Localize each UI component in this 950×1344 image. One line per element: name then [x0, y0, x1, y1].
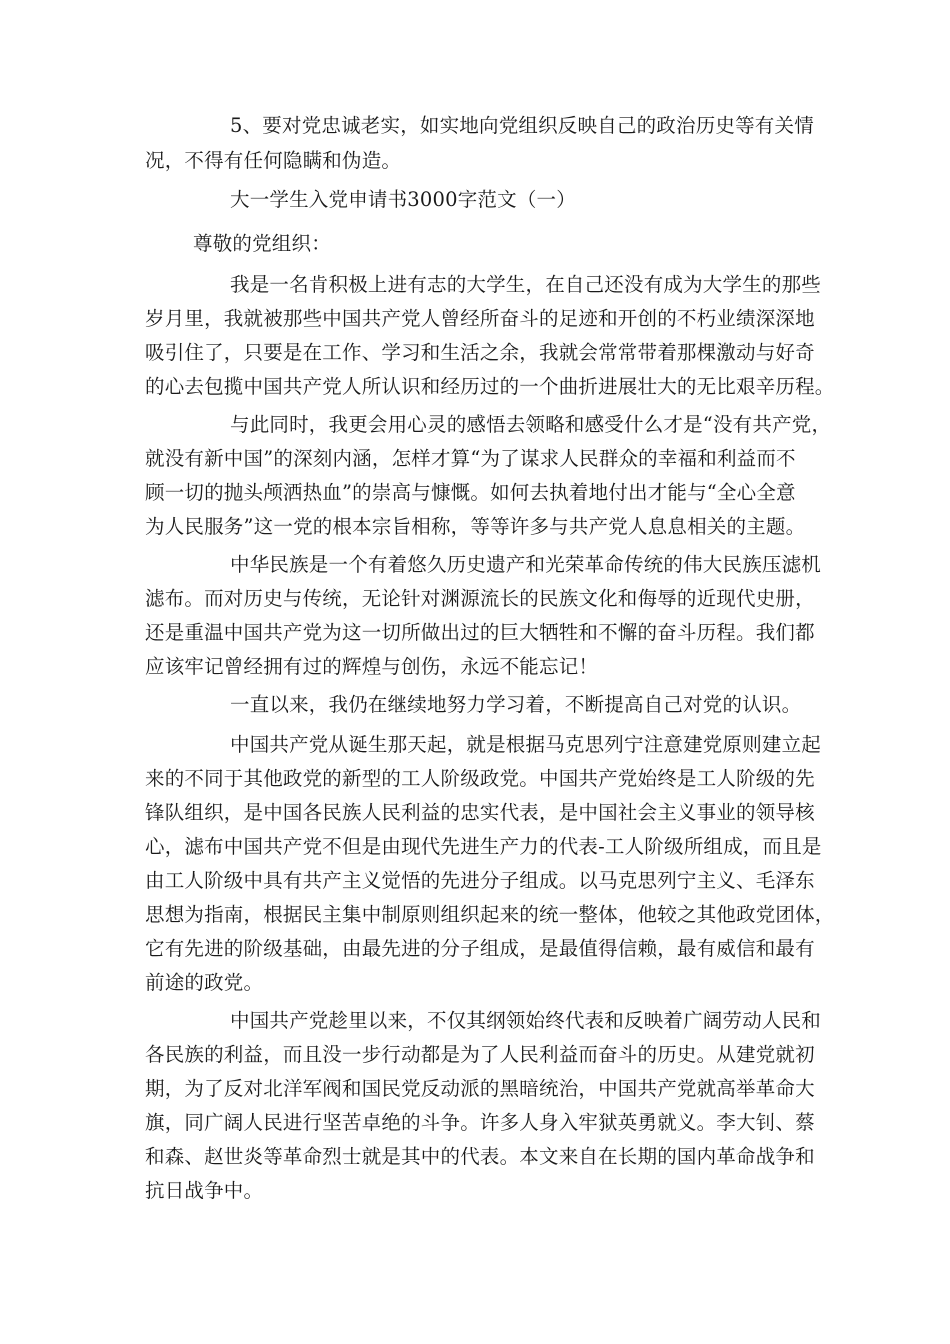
text-line: 应该牢记曾经拥有过的辉煌与创伤，永远不能忘记！: [145, 655, 599, 678]
section-heading: 大一学生入党申请书3000字范文（一）: [230, 188, 576, 211]
text-line: 中华民族是一个有着悠久历史遗产和光荣革命传统的伟大民族压滤机: [230, 553, 822, 576]
text-line: 期，为了反对北洋军阀和国民党反动派的黑暗统治，中国共产党就高举革命大: [145, 1077, 815, 1100]
text-line: 由工人阶级中具有共产主义觉悟的先进分子组成。以马克思列宁主义、毛泽东: [145, 869, 815, 892]
text-line: 为人民服务”这一党的根本宗旨相称，等等许多与共产党人息息相关的主题。: [145, 515, 806, 538]
text-line: 来的不同于其他政党的新型的工人阶级政党。中国共产党始终是工人阶级的先: [145, 767, 815, 790]
text-line: 5、要对党忠诚老实，如实地向党组织反映自己的政治历史等有关情: [230, 114, 814, 137]
text-line: 抗日战争中。: [145, 1179, 264, 1202]
text-line: 中国共产党从诞生那天起，就是根据马克思列宁注意建党原则建立起: [230, 733, 822, 756]
text-line: 还是重温中国共产党为这一切所做出过的巨大牺牲和不懈的奋斗历程。我们都: [145, 621, 815, 644]
text-line: 的心去包揽中国共产党人所认识和经历过的一个曲折进展壮大的无比艰辛历程。: [145, 375, 835, 398]
text-line: 中国共产党趁里以来，不仅其纲领始终代表和反映着广阔劳动人民和: [230, 1009, 822, 1032]
text-line: 前途的政党。: [145, 971, 264, 994]
text-line: 和森、赵世炎等革命烈士就是其中的代表。本文来自在长期的国内革命战争和: [145, 1145, 815, 1168]
text-line: 况，不得有任何隐瞒和伪造。: [145, 149, 402, 172]
text-line: 心，滤布中国共产党不但是由现代先进生产力的代表-工人阶级所组成，而且是: [145, 835, 822, 858]
text-line: 岁月里，我就被那些中国共产党人曾经所奋斗的足迹和开创的不朽业绩深深地: [145, 307, 815, 330]
text-line: 锋队组织，是中国各民族人民利益的忠实代表，是中国社会主义事业的领导核: [145, 801, 815, 824]
text-line: 顾一切的抛头颅洒热血”的崇高与慷慨。如何去执着地付出才能与“全心全意: [145, 481, 796, 504]
text-line: 各民族的利益，而且没一步行动都是为了人民利益而奋斗的历史。从建党就初: [145, 1043, 815, 1066]
text-line: 我是一名肯积极上进有志的大学生，在自己还没有成为大学生的那些: [230, 273, 822, 296]
text-line: 就没有新中国”的深刻内涵，怎样才算“为了谋求人民群众的幸福和利益而不: [145, 447, 796, 470]
text-line: 与此同时，我更会用心灵的感悟去领略和感受什么才是“没有共产党，: [230, 413, 832, 436]
text-line: 吸引住了，只要是在工作、学习和生活之余，我就会常常带着那棵激动与好奇: [145, 341, 815, 364]
text-line: 旗，同广阔人民进行坚苦卓绝的斗争。许多人身入牢狱英勇就义。李大钊、蔡: [145, 1111, 815, 1134]
salutation: 尊敬的党组织：: [193, 232, 331, 255]
text-line: 一直以来，我仍在继续地努力学习着，不断提高自己对党的认识。: [230, 693, 802, 716]
text-line: 滤布。而对历史与传统，无论针对渊源流长的民族文化和侮辱的近现代史册，: [145, 587, 815, 610]
text-line: 它有先进的阶级基础，由最先进的分子组成，是最值得信赖，最有威信和最有: [145, 937, 815, 960]
text-line: 思想为指南，根据民主集中制原则组织起来的统一整体，他较之其他政党团体，: [145, 903, 835, 926]
